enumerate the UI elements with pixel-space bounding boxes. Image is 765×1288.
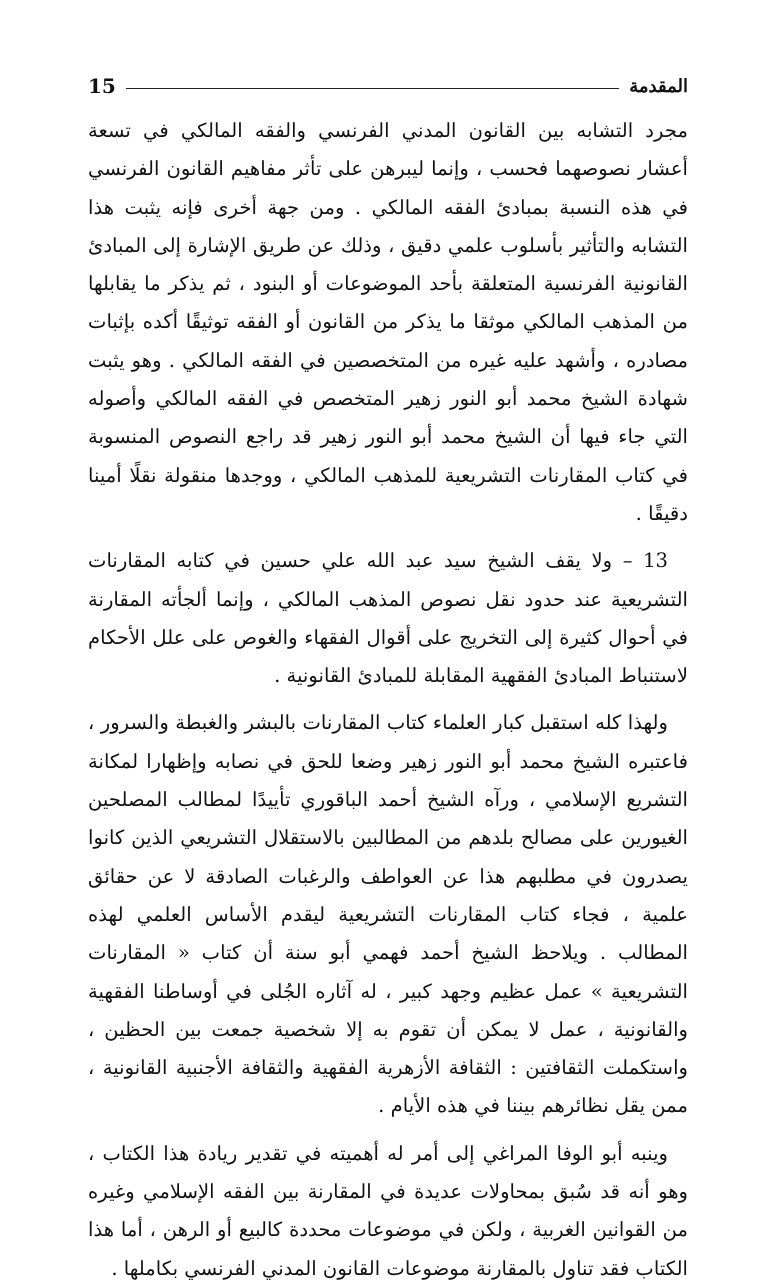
paragraph: 13 – ولا يقف الشيخ سيد عبد الله علي حسين في كتابه المقارنات التشريعية عند حدود نقل نصوص المذهب المالكي ، وإنما ألجأته المقارنة في أحوال كثيرة إلى التخريج على أقوال الفقهاء والغوص على علل الأحكام لاستنباط المبادئ الفقهية المقابلة للمبادئ القانونية .	[88, 549, 688, 688]
page-body	[88, 112, 688, 1288]
paragraph: مجرد التشابه بين القانون المدني الفرنسي والفقه المالكي في تسعة أعشار نصوصهما فحسب ، وإنما ليبرهن على تأثر مفاهيم القانون الفرنسي في هذه النسبة بمبادئ الفقه المالكي . ومن جهة أخرى فإنه يثبت هذا التشابه والتأثير بأسلوب علمي دقيق ، وذلك عن طريق الإشارة إلى المبادئ القانونية الفرنسية المتعلقة بأحد الموضوعات أو البنود ، ثم يذكر ما يقابلها من المذهب المالكي موثقا ما يذكر من القانون أو الفقه توثيقًا أكده بإثبات مصادره ، وأشهد عليه غيره من المتخصصين في الفقه المالكي . وهو يثبت شهادة الشيخ محمد أبو النور زهير المتخصص في الفقه المالكي وأصوله التي جاء فيها أن الشيخ محمد أبو النور زهير قد راجع النصوص المنسوبة في كتاب المقارنات التشريعية للمذهب المالكي ، ووجدها منقولة نقلًا أمينا دقيقًا .	[88, 119, 688, 525]
paragraph: ولهذا كله استقبل كبار العلماء كتاب المقارنات بالبشر والغبطة والسرور ، فاعتبره الشيخ محمد أبو النور زهير وضعا للحق في نصابه وإظهارا لمكانة التشريع الإسلامي ، ورآه الشيخ أحمد الباقوري تأييدًا لمطالب المصلحين الغيورين على مصالح بلدهم من المطالبين بالاستقلال التشريعي الذين كانوا يصدرون في مطلبهم هذا عن العواطف والرغبات الصادقة لا عن حقائق علمية ، فجاء كتاب المقارنات التشريعية ليقدم الأساس العلمي لهذه المطالب . ويلاحظ الشيخ أحمد فهمي أبو سنة أن كتاب « المقارنات التشريعية » عمل عظيم وجهد كبير ، له آثاره الجُلى في أوساطنا الفقهية والقانونية ، عمل لا يمكن أن تقوم به إلا شخصية جمعت بين الحظين ، واستكملت الثقافتين : الثقافة الأزهرية الفقهية والثقافة الأجنبية القانونية ، ممن يقل نظائرهم بيننا في هذه الأيام .	[88, 711, 688, 1118]
running-title: المقدمة	[629, 75, 688, 97]
page-number: 15	[88, 74, 116, 98]
paragraph: وينبه أبو الوفا المراغي إلى أمر له أهميته في تقدير ريادة هذا الكتاب ، وهو أنه قد سُبق بمحاولات عديدة في المقارنة بين الفقه الإسلامي وغيره من القوانين الغربية ، ولكن في موضوعات محددة كالبيع أو الرهن ، أما هذا الكتاب فقد تناول بالمقارنة موضوعات القانون المدني الفرنسي بكاملها .	[88, 1141, 688, 1280]
header-rule	[126, 88, 619, 89]
page-header	[88, 72, 688, 100]
